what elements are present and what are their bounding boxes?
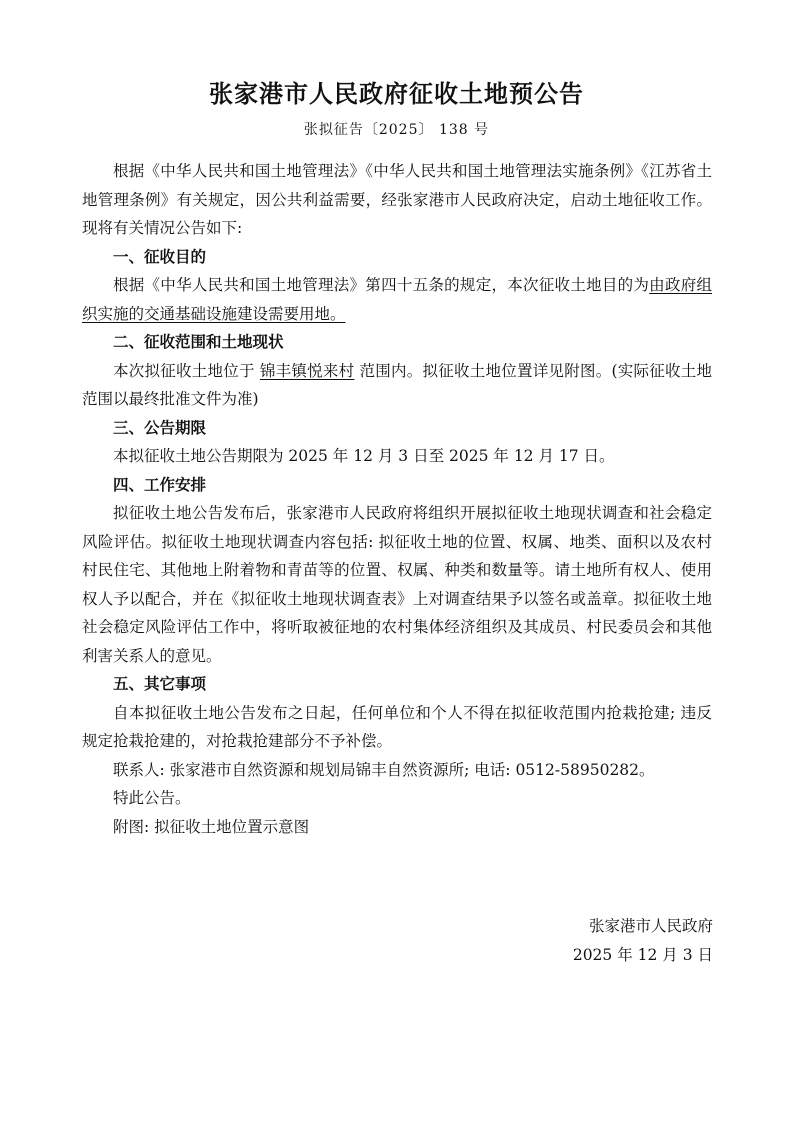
section-4-heading: 四、工作安排 xyxy=(113,475,207,494)
section-5-paragraph: 自本拟征收土地公告发布之日起，任何单位和个人不得在拟征收范围内抢栽抢建; 违反规定抢栽抢建的，对抢栽抢建部分不予补偿。 xyxy=(82,703,712,750)
section-1-underlined-text: 由政府组织实施的交通基础设施建设需要用地。 xyxy=(82,276,712,323)
signature-block xyxy=(573,912,713,970)
section-3-heading: 三、公告期限 xyxy=(113,418,207,437)
section-1-text: 根据《中华人民共和国土地管理法》第四十五条的规定，本次征收土地目的为 xyxy=(113,276,650,294)
attachment-line: 附图: 拟征收土地位置示意图 xyxy=(113,817,310,836)
section-2-location: 锦丰镇悦来村 xyxy=(259,361,355,380)
issue-date: 2025 年 12 月 3 日 xyxy=(572,946,713,964)
section-3-paragraph: 本拟征收土地公告期限为 2025 年 12 月 3 日至 2025 年 12 月 17 日。 xyxy=(113,447,615,465)
section-2-heading: 二、征收范围和土地现状 xyxy=(113,333,284,351)
section-4-paragraph: 拟征收土地公告发布后，张家港市人民政府将组织开展拟征收土地现状调查和社会稳定风险评估。拟征收土地现状调查内容包括: 拟征收土地的位置、权属、地类、面积以及农村村民住宅、其他地上附着物和青苗等的位置、权属、种类和数量等。请土地所有权人、使用权人予以配合，并在《拟征收土地现状调查表》上对调查结果予以签名或盖章。拟征收土地社会稳定风险评估工作中，将听取被征地的农村集体经济组织及其成员、村民委员会和其他利害关系人的意见。 xyxy=(82,504,712,665)
section-2-text-after: 范围内。拟征收土地位置详见附图。(实际征收土地范围以最终批准文件为准) xyxy=(82,361,712,408)
page-title: 张家港市人民政府征收土地预公告 xyxy=(209,80,584,108)
document-number: 张拟征告〔2025〕 138 号 xyxy=(303,122,490,138)
closing-line: 特此公告。 xyxy=(113,789,191,807)
contact-line: 联系人: 张家港市自然资源和规划局锦丰自然资源所; 电话: 0512-58950282。 xyxy=(113,760,655,779)
section-1-paragraph xyxy=(82,271,712,328)
document-body xyxy=(82,157,712,841)
section-2-paragraph xyxy=(82,357,712,414)
section-1-heading: 一、征收目的 xyxy=(113,247,207,266)
intro-paragraph: 根据《中华人民共和国土地管理法》《中华人民共和国土地管理法实施条例》《江苏省土地管理条例》有关规定，因公共利益需要，经张家港市人民政府决定，启动土地征收工作。现将有关情况公告如下: xyxy=(82,162,712,237)
issuer-name: 张家港市人民政府 xyxy=(588,917,713,935)
section-5-heading: 五、其它事项 xyxy=(113,675,207,693)
section-2-text-before: 本次拟征收土地位于 xyxy=(113,361,260,380)
